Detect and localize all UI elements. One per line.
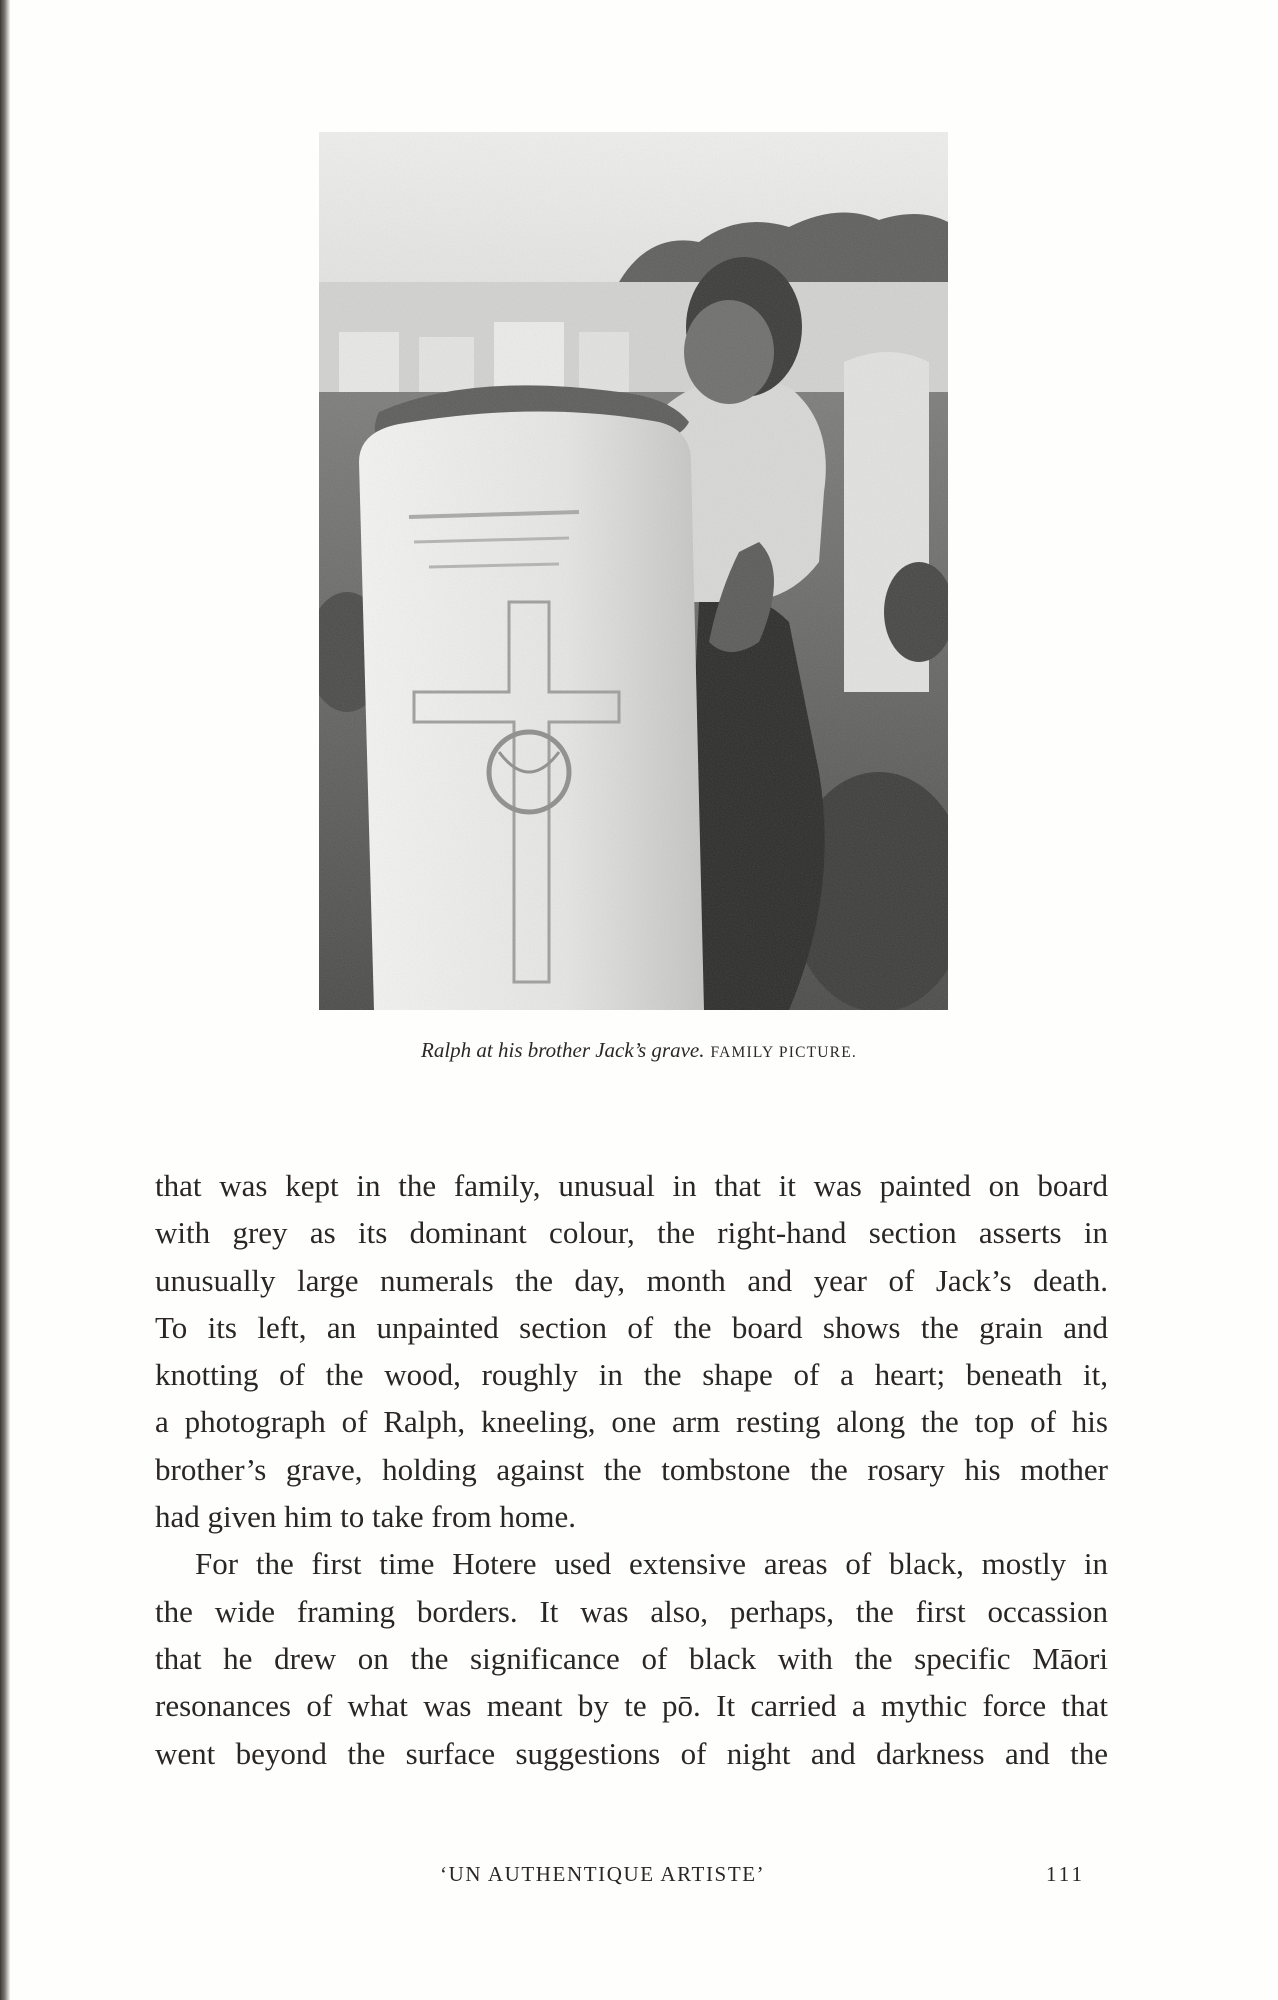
text-line: knotting of the wood, roughly in the shape of a heart; beneath it,: [155, 1357, 1108, 1393]
body-text: [155, 1162, 1108, 1777]
text-line: unusually large numerals the day, month and year of Jack’s death.: [155, 1262, 1108, 1298]
text-line: that was kept in the family, unusual in that it was painted on board: [155, 1168, 1108, 1203]
grave-photograph: [319, 132, 948, 1010]
text-line: a photograph of Ralph, kneeling, one arm resting along the top of his: [155, 1404, 1108, 1440]
book-binding: [0, 0, 10, 2000]
page-number: 111: [1046, 1862, 1085, 1886]
text-line: went beyond the surface suggestions of night and darkness and the: [155, 1735, 1108, 1771]
caption-title: Ralph at his brother Jack’s grave.: [421, 1038, 705, 1062]
text-line: To its left, an unpainted section of the board shows the grain and: [155, 1309, 1108, 1345]
text-line: the wide framing borders. It was also, perhaps, the first occassion: [155, 1593, 1108, 1629]
text-line: resonances of what was meant by te pō. It carried a mythic force that: [155, 1688, 1108, 1724]
text-line: with grey as its dominant colour, the right-hand section asserts in: [155, 1215, 1108, 1251]
text-line: brother’s grave, holding against the tombstone the rosary his mother: [155, 1451, 1108, 1487]
text-line: had given him to take from home.: [155, 1499, 576, 1535]
figure-caption: [0, 1038, 1278, 1063]
text-line: that he drew on the significance of black with the specific Māori: [155, 1640, 1108, 1676]
text-line: For the first time Hotere used extensive areas of black, mostly in: [195, 1546, 1108, 1582]
running-head: ‘UN AUTHENTIQUE ARTISTE’: [440, 1862, 766, 1886]
caption-credit: FAMILY PICTURE.: [710, 1044, 857, 1061]
